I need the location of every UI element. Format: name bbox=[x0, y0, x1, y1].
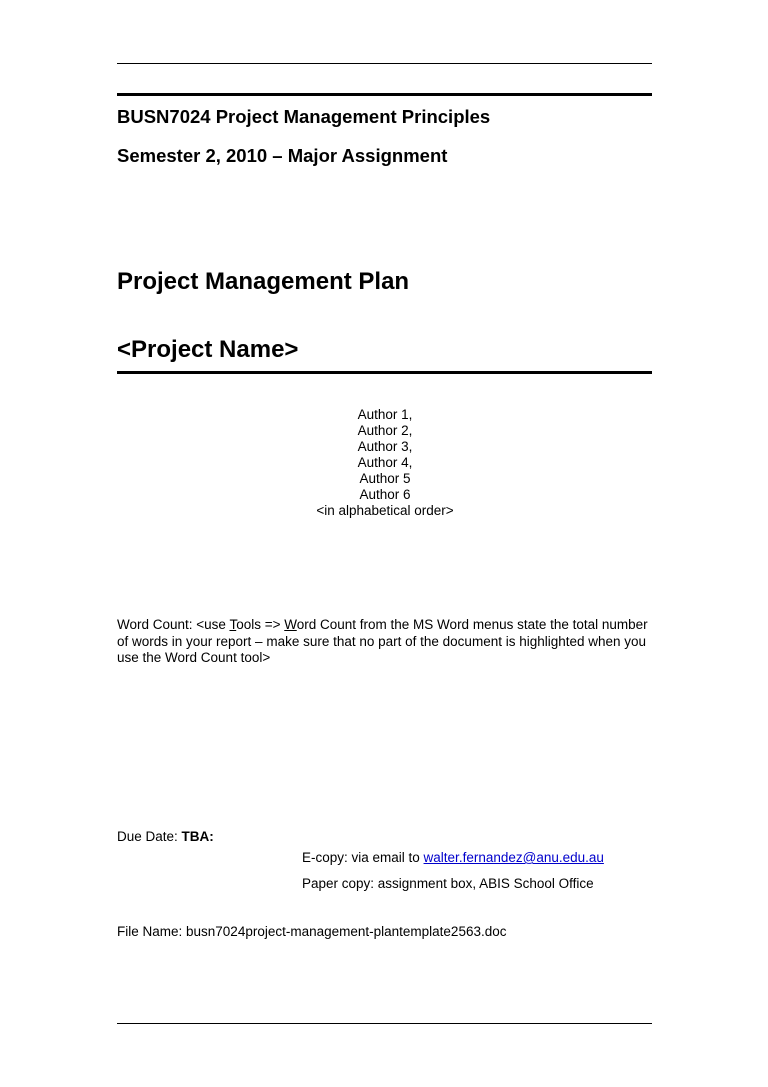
ecopy-line: E-copy: via email to walter.fernandez@anu.edu.au bbox=[302, 850, 604, 865]
author-order-note: <in alphabetical order> bbox=[316, 503, 454, 518]
course-title: BUSN7024 Project Management Principles bbox=[117, 106, 491, 127]
project-name-placeholder: <Project Name> bbox=[117, 336, 299, 363]
footer-divider bbox=[117, 1023, 652, 1024]
author-line: Author 3, bbox=[357, 439, 413, 454]
document-title: Project Management Plan bbox=[117, 268, 410, 295]
author-line: Author 1, bbox=[357, 407, 413, 422]
author-line: Author 5 bbox=[359, 471, 411, 486]
title-rule bbox=[117, 371, 652, 374]
due-date-label: Due Date: bbox=[117, 829, 182, 844]
author-line: Author 4, bbox=[357, 455, 413, 470]
paper-copy-line: Paper copy: assignment box, ABIS School Office bbox=[302, 876, 594, 891]
word-count-instructions: Word Count: <use Tools => Word Count from the MS Word menus state the total number of words in your report – make sure that no part of the document is highlighted when you use the Word Count tool> bbox=[117, 617, 648, 665]
email-link[interactable]: walter.fernandez@anu.edu.au bbox=[423, 850, 604, 865]
file-name: File Name: busn7024project-management-plantemplate2563.doc bbox=[117, 924, 507, 939]
author-line: Author 2, bbox=[357, 423, 413, 438]
author-line: Author 6 bbox=[359, 487, 411, 502]
assignment-subtitle: Semester 2, 2010 – Major Assignment bbox=[117, 145, 448, 166]
top-divider bbox=[117, 63, 652, 64]
due-date-value: TBA: bbox=[181, 829, 214, 844]
header-rule bbox=[117, 93, 652, 96]
author-block bbox=[250, 407, 520, 519]
due-date bbox=[117, 829, 214, 844]
